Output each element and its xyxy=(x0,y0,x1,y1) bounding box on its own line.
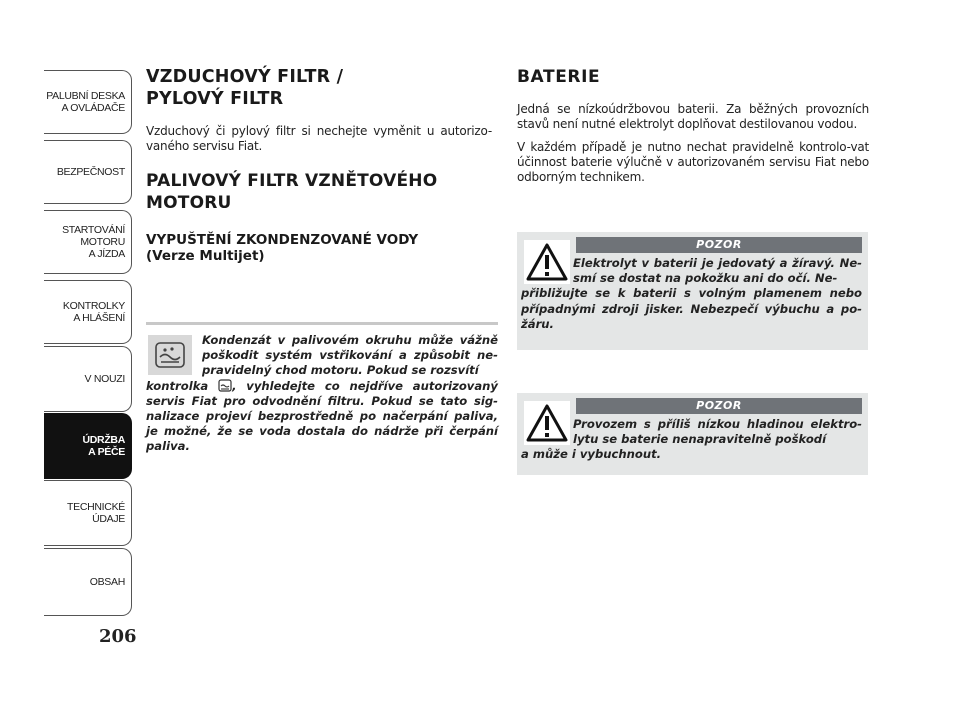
battery-paragraph-1: Jedná se nízkoúdržbovou baterii. Za běžných provozních stavů není nutné elektrolyt doplňovat destilovanou vodou. xyxy=(517,102,869,131)
warning-text-1 xyxy=(521,256,862,332)
page-number: 206 xyxy=(99,626,137,647)
drain-water-subheading: VYPUŠTĚNÍ ZKONDENZOVANÉ VODY (Verze Multijet) xyxy=(146,232,419,264)
warning-text-1-lead: Elektrolyt v baterii je jedovatý a žíravý. Ne-smí se dostat na pokožku ani do očí. Ne- xyxy=(573,256,862,286)
tab-palubni-deska[interactable]: PALUBNÍ DESKA A OVLÁDAČE xyxy=(44,70,132,134)
warning-box-1 xyxy=(517,232,868,350)
right-column xyxy=(517,66,869,185)
tab-technicke-udaje[interactable]: TECHNICKÉ ÚDAJE xyxy=(44,480,132,546)
air-filter-heading: VZDUCHOVÝ FILTR / PYLOVÝ FILTR xyxy=(146,67,344,109)
tab-udrzba[interactable]: ÚDRŽBA A PÉČE xyxy=(44,413,132,479)
warning-text-2-rest: a může i vybuchnout. xyxy=(521,447,662,462)
notice-text-part3: , vyhledejte co nejdříve autorizovaný servis Fiat pro odvodnění filtru. Pokud se tato sig-nalizace projeví bezprostředně po načerpání paliva, je možné, že se voda dostala do nádrže při čerpání paliva. xyxy=(146,378,498,454)
notice-text-part2: kontrolka xyxy=(146,378,209,393)
tab-v-nouzi[interactable]: V NOUZI xyxy=(44,346,132,412)
left-column xyxy=(146,66,496,264)
tab-kontrolky[interactable]: KONTROLKY A HLÁŠENÍ xyxy=(44,280,132,344)
warning-box-2 xyxy=(517,393,868,475)
warning-text-2 xyxy=(521,417,862,463)
battery-heading: BATERIE xyxy=(517,67,601,87)
air-filter-paragraph: Vzduchový či pylový filtr si nechejte vyměnit u autorizo-vaného servisu Fiat. xyxy=(146,124,492,153)
tab-bezpecnost[interactable]: BEZPEČNOST xyxy=(44,140,132,204)
warning-header: POZOR xyxy=(576,237,862,253)
tab-startovani[interactable]: STARTOVÁNÍ MOTORU A JÍZDA xyxy=(44,210,132,274)
tab-obsah[interactable]: OBSAH xyxy=(44,548,132,616)
notice-text-part1: Kondenzát v palivovém okruhu může vážně poškodit systém vstřikování a způsobit ne-pravidelný chod motoru. Pokud se rozsvítí xyxy=(202,333,498,378)
battery-paragraph-2: V každém případě je nutno nechat pravidelně kontrolo-vat účinnost baterie výlučně v autorizovaném servisu Fiat nebo odborným technikem. xyxy=(517,140,869,184)
warning-text-2-lead: Provozem s příliš nízkou hladinou elektro-lytu se baterie nenapravitelně poškodí xyxy=(573,417,862,447)
warning-header: POZOR xyxy=(576,398,862,414)
water-in-fuel-inline-icon xyxy=(218,379,232,392)
notice-text xyxy=(146,333,498,455)
warning-text-1-rest: přibližujte se k baterii s volným plamenem nebo případnými zdroji jisker. Nebezpečí výbuchu a po-žáru. xyxy=(521,286,862,331)
fuel-filter-heading: PALIVOVÝ FILTR VZNĚTOVÉHO MOTORU xyxy=(146,171,438,213)
fuel-water-notice xyxy=(146,322,498,473)
